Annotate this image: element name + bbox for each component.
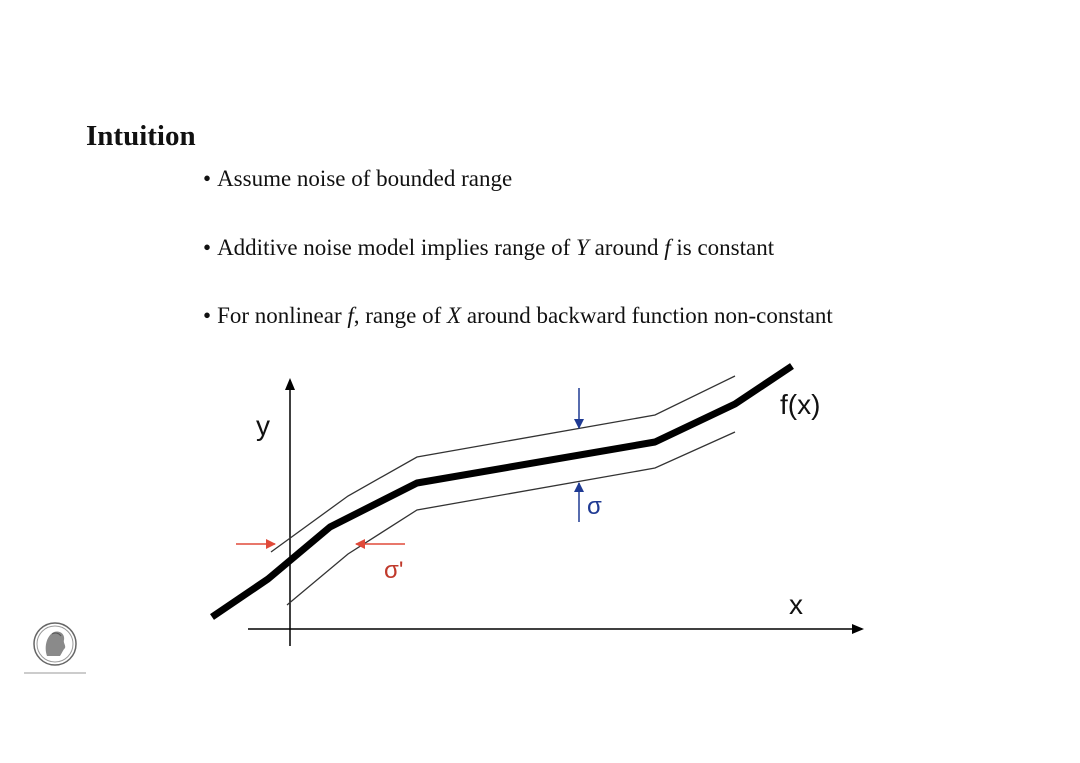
slide-title: Intuition xyxy=(86,120,196,152)
bullet-dot: • xyxy=(203,166,212,191)
bullet-dot: • xyxy=(203,235,212,260)
x-axis-label: x xyxy=(789,589,803,620)
sigma-label: σ xyxy=(587,493,602,520)
bullet-dot: • xyxy=(203,303,212,328)
curve-label: f(x) xyxy=(780,389,821,420)
bullet-2-var-f: f xyxy=(664,235,671,260)
bullet-3-text-b: , range of xyxy=(353,303,448,328)
sigma-prime-label: σ' xyxy=(384,557,404,584)
function-curve xyxy=(212,366,792,617)
bullet-3-text-c: around backward function non-constant xyxy=(461,303,833,328)
bullet-2-text-b: around xyxy=(588,235,665,260)
institution-seal-icon xyxy=(22,620,88,678)
bullet-2-text-c: is constant xyxy=(670,235,775,260)
y-axis-label: y xyxy=(256,410,270,441)
bullet-3-var-x: X xyxy=(447,303,462,328)
bullet-3-text-a: For nonlinear xyxy=(217,303,348,328)
bullet-2-var-y: Y xyxy=(576,235,589,260)
bullet-1-text: Assume noise of bounded range xyxy=(217,166,513,191)
bullet-3-var-f: f xyxy=(347,303,354,328)
bullet-2-text-a: Additive noise model implies range of xyxy=(217,235,577,260)
